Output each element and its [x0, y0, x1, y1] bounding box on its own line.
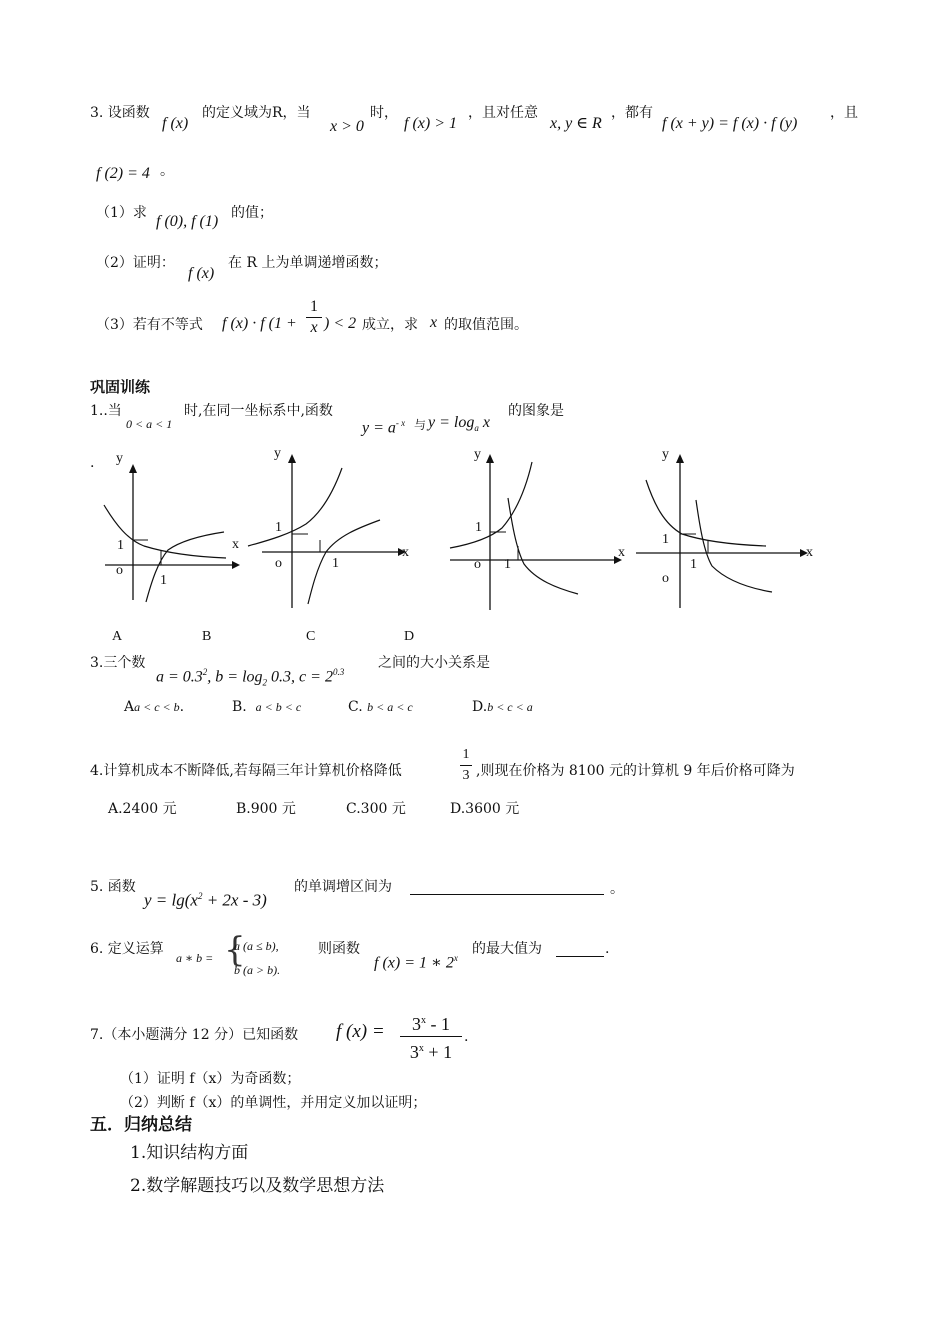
graph-b-origin: o	[275, 556, 282, 571]
q3-period: 。	[160, 163, 174, 179]
p7-sub1: （1）证明 f（x）为奇函数；	[120, 1071, 301, 1087]
summary-heading: 五．归纳总结	[90, 1115, 192, 1135]
q3-sub3-math1: f (x) · f (1 +	[222, 315, 297, 332]
graph-a-one-x: 1	[160, 573, 167, 588]
q3-text-c: 时，	[370, 105, 398, 121]
p6-brace: {	[224, 930, 246, 970]
p4-option-d: D.3600 元	[450, 801, 520, 817]
p5-answer-blank[interactable]	[410, 878, 604, 895]
graph-c-origin: o	[474, 557, 481, 572]
p5-math: $y = \lg(x^2 + 2x - 3)$	[144, 890, 267, 910]
q3-sub3-math2: ) < 2	[324, 315, 357, 332]
p4-num: 1	[462, 747, 470, 762]
p6-case1: a (a ≤ b),	[234, 939, 279, 953]
p3-option-b: B. a < b < c	[232, 699, 302, 715]
p7-sub2: （2）判断 f（x）的单调性，并用定义加以证明；	[120, 1095, 427, 1111]
graph-b-y-arrow	[288, 454, 296, 463]
q3-sub2-math: f (x)	[188, 265, 215, 282]
p6-case2: b (a > b).	[234, 963, 281, 977]
graph-c-one-y: 1	[475, 520, 482, 535]
q3-sub1-label: （1）求	[96, 205, 147, 221]
graph-panel	[0, 0, 950, 650]
q3-sub3-num: 1	[310, 298, 318, 315]
graph-d-y-arrow	[676, 454, 684, 463]
q3-text-d: ，且对任意	[468, 105, 538, 121]
p4-option-a: A.2400 元	[108, 801, 177, 817]
graph-c-x-label: x	[618, 545, 625, 560]
p3-option-a: Aa < c < b.	[124, 699, 185, 715]
graph-d-origin: o	[662, 571, 669, 586]
q3-sub3-x: x	[430, 314, 438, 331]
graph-a-log-curve	[146, 532, 224, 602]
p7-text-a: 7.（本小题满分 12 分）已知函数	[90, 1027, 299, 1043]
fraction-bar	[460, 765, 472, 766]
q3-text-e: ，都有	[611, 105, 653, 121]
p1-cond: 0 < a < 1	[126, 417, 173, 431]
p3-option-c: C. b < a < c	[348, 699, 413, 715]
p1-dot: .	[90, 455, 95, 471]
p7-fraction	[400, 1010, 462, 1063]
practice-heading: 巩固训练	[90, 378, 151, 396]
fraction-bar	[400, 1036, 462, 1037]
choice-label-b: B	[202, 629, 212, 644]
q3-sub3-den: x	[310, 319, 318, 336]
graph-c-exp-curve	[450, 462, 532, 548]
q3-sub2-label: （2）证明：	[96, 255, 175, 271]
graph-a-one-y: 1	[117, 538, 124, 553]
graph-b-x-label: x	[402, 545, 409, 560]
p4-text-a: 4.计算机成本不断降低,若每隔三年计算机价格降低	[90, 763, 402, 779]
p4-option-b: B.900 元	[236, 801, 296, 817]
graph-a-y-arrow	[129, 464, 137, 473]
q3-math-fx: f (x)	[162, 115, 189, 132]
p6-answer-blank[interactable]	[556, 940, 604, 957]
q3-sub2-tail: 在 R 上为单调递增函数；	[228, 255, 388, 271]
p1-func1: $y = a^{- x}$	[362, 418, 406, 437]
p7-num: 3$^x$ - 1	[412, 1014, 450, 1034]
graph-b-log-curve	[308, 520, 380, 604]
graph-c-y-label: y	[474, 447, 481, 462]
p7-end: .	[464, 1029, 469, 1045]
graph-d-x-label: x	[806, 545, 813, 560]
q3-math-x0: x > 0	[330, 118, 364, 135]
p3-text-b: 之间的大小关系是	[378, 655, 490, 671]
choice-label-a: A	[112, 629, 123, 644]
summary-item-1: 1.知识结构方面	[130, 1143, 249, 1163]
graph-c-y-arrow	[486, 454, 494, 463]
graph-a-x-arrow	[232, 561, 240, 569]
p3-option-d: D.b < c < a	[472, 699, 533, 715]
p6-text-a: 6. 定义运算	[90, 941, 164, 957]
p1-text-b: 时,在同一坐标系中,函数	[184, 403, 333, 419]
graph-a-y-label: y	[116, 451, 123, 466]
q3-math-eq: f (x + y) = f (x) · f (y)	[662, 115, 798, 132]
p4-den: 3	[462, 768, 470, 783]
q3-text-a: 3. 设函数	[90, 105, 150, 121]
p3-math: $a = 0.3^2$, $b = \log_2 0.3$, $c = 2^{0.3}$	[156, 667, 345, 688]
graph-d-y-label: y	[662, 447, 669, 462]
p3-text-a: 3.三个数	[90, 655, 146, 671]
graph-d	[636, 447, 813, 608]
graph-a-x-label: x	[232, 537, 239, 552]
q3-sub3-label: （3）若有不等式	[96, 317, 203, 333]
p1-text-c: 的图象是	[508, 403, 564, 419]
p4-text-b: ,则现在价格为 8100 元的计算机 9 年后价格可降为	[476, 763, 795, 779]
q3-text-b: 的定义域为R，当	[202, 105, 311, 121]
graph-b-one-y: 1	[275, 520, 282, 535]
graph-d-one-y: 1	[662, 532, 669, 547]
p4-option-c: C.300 元	[346, 801, 406, 817]
p5-end: 。	[610, 881, 624, 897]
p4-fraction	[460, 746, 472, 785]
graph-b-one-x: 1	[332, 556, 339, 571]
p5-text-b: 的单调增区间为	[294, 879, 392, 895]
q3-sub3-tail: 的取值范围。	[444, 317, 528, 333]
graph-a	[104, 451, 240, 602]
summary-item-2: 2.数学解题技巧以及数学思想方法	[130, 1176, 385, 1196]
choice-label-d: D	[404, 629, 415, 644]
p1-and: 与	[414, 418, 427, 432]
graph-c	[450, 447, 625, 610]
q3-math-xy: x, y ∈ R	[550, 115, 602, 132]
p6-end: .	[605, 941, 610, 957]
p7-func: f (x) =	[336, 1021, 385, 1042]
choice-label-c: C	[306, 629, 316, 644]
graph-b-y-label: y	[274, 446, 281, 461]
q3-math-fx1: f (x) > 1	[404, 115, 457, 132]
p6-math: f (x) = 1 ∗ 2$^x$	[374, 953, 458, 972]
graph-c-one-x: 1	[504, 557, 511, 572]
p5-text-a: 5. 函数	[90, 879, 136, 895]
graph-b	[248, 446, 409, 608]
p1-text-a: 1..当	[90, 403, 122, 419]
graph-a-origin: o	[116, 563, 123, 578]
graph-d-one-x: 1	[690, 557, 697, 572]
q3-text-f: ，且	[830, 105, 858, 121]
p6-text-c: 的最大值为	[472, 941, 542, 957]
p7-den: $3^x + 1$	[409, 1042, 453, 1062]
q3-sub1-tail: 的值；	[231, 205, 273, 221]
p6-op: a ∗ b =	[176, 951, 214, 965]
q3-sub1-math: f (0), f (1)	[156, 213, 219, 230]
q3-sub3-mid: 成立，求	[362, 317, 418, 333]
p6-text-b: 则函数	[318, 941, 360, 957]
p1-func2: $y = \log_a x$	[428, 414, 490, 434]
q3-math-f2: f (2) = 4	[96, 165, 150, 182]
